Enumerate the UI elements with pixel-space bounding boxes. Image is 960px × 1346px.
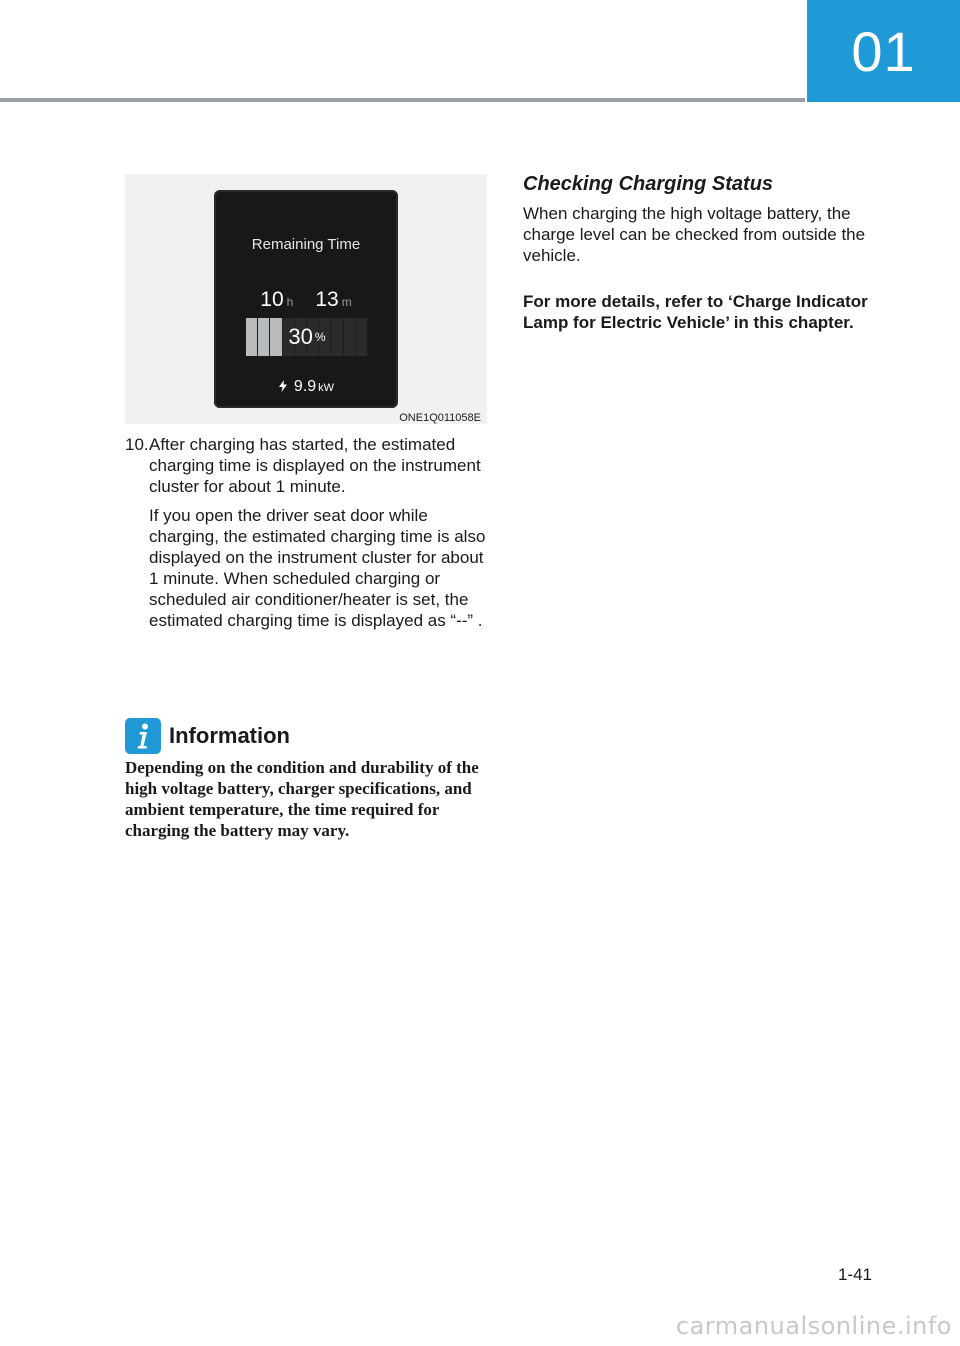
cluster-figure	[125, 174, 487, 424]
figure-id: ONE1Q011058E	[399, 412, 481, 424]
header-rule	[0, 98, 805, 102]
remaining-time-label: Remaining Time	[251, 236, 361, 253]
information-heading	[125, 718, 290, 754]
step-detail: If you open the driver seat door while charging, the estimated charging time is also displayed on the instrument cluster for about 1 minute. When scheduled charging or scheduled air conditioner/heater is set, the estimated charging time is displayed as “--” .	[149, 506, 486, 630]
power-value: 9.9	[293, 378, 317, 395]
info-icon	[125, 718, 161, 754]
chapter-tab: 01	[807, 0, 960, 102]
charge-level-readout	[246, 318, 368, 356]
instrument-cluster-display	[214, 190, 398, 408]
information-body: Depending on the condition and durability of the high voltage battery, charger specifications, and ambient temperature, the time required for charging the battery may vary.	[125, 758, 479, 840]
section-note: For more details, refer to ‘Charge Indicator Lamp for Electric Vehicle’ in this chapter.	[523, 292, 868, 332]
power-unit: kW	[318, 382, 335, 394]
section-title: Checking Charging Status	[523, 173, 774, 195]
charging-power	[214, 378, 398, 396]
section-body: When charging the high voltage battery, the charge level can be checked from outside the vehicle.	[523, 204, 866, 265]
hours-value: 10	[260, 288, 284, 311]
minutes-unit: m	[341, 295, 352, 309]
information-label: Information	[169, 723, 290, 748]
page-number: 1-41	[837, 1265, 872, 1284]
charge-level-unit: %	[314, 330, 326, 344]
hours-unit: h	[286, 295, 294, 309]
step-10	[125, 434, 490, 631]
lightning-bolt-icon	[278, 380, 288, 392]
step-number: 10.	[125, 435, 149, 454]
charge-level-value: 30	[288, 324, 313, 349]
remaining-time-value	[214, 288, 398, 312]
minutes-value: 13	[315, 288, 339, 311]
watermark: carmanualsonline.info	[675, 1312, 952, 1340]
step-text: After charging has started, the estimated charging time is displayed on the instrument cluster for about 1 minute.	[149, 435, 481, 496]
